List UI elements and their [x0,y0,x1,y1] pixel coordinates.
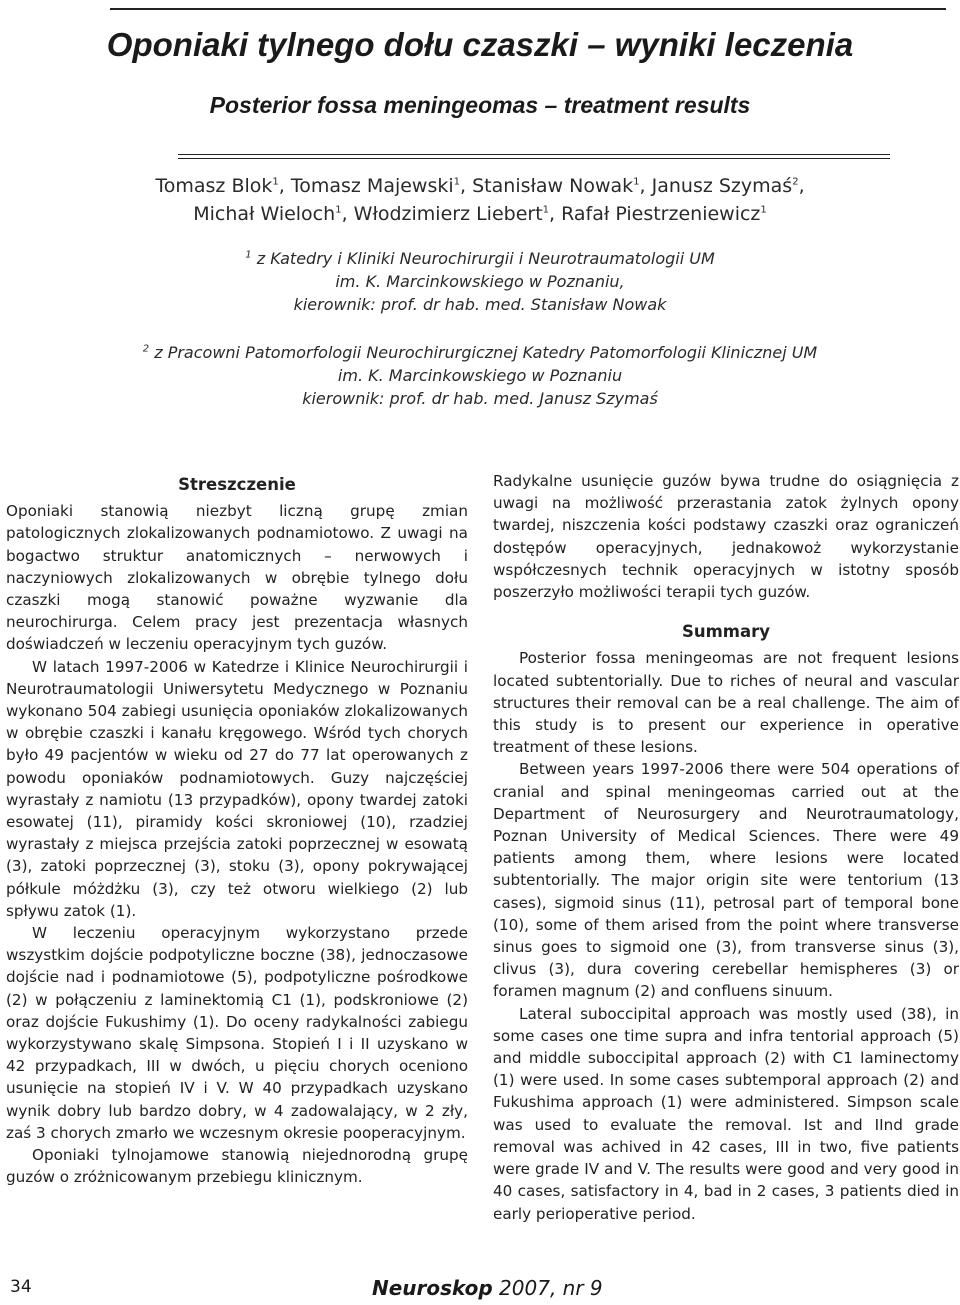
author-name: Tomasz Blok [155,175,273,197]
header-rule-lower [178,158,890,159]
abstract-paragraph: W leczeniu operacyjnym wykorzystano przede wszystkim dojście podpotyliczne boczne (38), jednoczasowe dojście nad i podnamiotowe (5), podpotyliczne pośrodkowe (2) w połączeniu z laminektomią C1 (1), podskroniowe (2) oraz dojście Fukushimy (1). Do oceny radykalności zabiegu wykorzystywano skalę Simpsona. Stopień I i II uzyskano w 42 przypadkach, III w dwóch, u pięciu chorych oceniono usunięcie na stopień IV i V. W 40 przypadkach uzyskano wynik dobry lub bardzo dobry, w 4 zadowalający, w 2 zły, zaś 3 chorych zmarło we wczesnym okresie pooperacyjnym. [6,924,468,1142]
affiliation-line: kierownik: prof. dr hab. med. Stanisław Nowak [293,295,667,314]
author-name: Janusz Szymaś [651,175,793,197]
journal-issue: 2007, nr 9 [492,1276,603,1300]
summary-paragraph: Lateral suboccipital approach was mostly used (38), in some cases one time supra and infra tentorial approach (5) and middle suboccipital approach (2) with C1 laminectomy (1) were used. In some cases subtemporal approach (2) and Fukushima approach (1) were administered. Simpson scale was used to evaluate the removal. Ist and IInd grade removal was achived in 42 cases, III in two, five patients were grade IV and V. The results were good and very good in 40 cases, satisfactory in 4, bad in 2 cases, 3 patients died in early perioperative period. [493,1004,959,1223]
affiliation-2 [0,341,960,410]
article-title: Oponiaki tylnego dołu czaszki – wyniki leczenia [106,26,854,63]
summary-heading: Summary [681,622,771,642]
affiliation-mark: 1 [245,249,252,261]
author-separator: , [549,203,562,225]
author-name: Stanisław Nowak [472,175,634,197]
left-column [6,470,468,1189]
affiliation-line: kierownik: prof. dr hab. med. Janusz Szymaś [302,389,658,408]
author-name: Włodzimierz Liebert [353,203,543,225]
author-affiliation-mark: 1 [542,204,550,216]
abstract-paragraph: W latach 1997-2006 w Katedrze i Klinice Neurochirurgii i Neurotraumatologii Uniwersytetu Medycznego w Poznaniu wykonano 504 zabiegi usunięcia oponiaków zlokalizowanych w obrębie czaszki i kanału kręgowego. Wśród tych chorych było 49 pacjentów w wieku od 27 do 77 lat operowanych z powodu oponiaków podnamiotowych. Guzy najczęściej wyrastały z namiotu (13 przypadków), opony twardej zatoki esowatej (11), piramidy kości skroniowej (10), rzadziej wyrastały z miejsca przejścia zatoki poprzecznej w esowatą (3), zatoki poprzecznej (3), stoku (3), opony pokrywającej półkule móżdżku (3), czy też otworu wielkiego (2) lub spływu zatok (1). [6,657,468,920]
author-separator: , [798,175,805,197]
author-affiliation-mark: 2 [792,176,799,188]
author-separator: , [460,175,473,197]
affiliation-line: z Pracowni Patomorfologii Neurochirurgicznej Katedry Patomorfologii Klinicznej UM [154,343,818,362]
header-rule-upper [178,154,890,155]
abstract-paragraph: Oponiaki tylnojamowe stanowią niejednorodną grupę guzów o zróżnicowanym przebiegu klinicznym. [6,1146,468,1187]
affiliation-mark: 2 [142,343,150,355]
author-line-2 [0,200,960,228]
affiliation-line: im. K. Marcinkowskiego w Poznaniu, [335,272,625,291]
right-column [493,470,959,1225]
abstract-continuation: Radykalne usunięcie guzów bywa trudne do osiągnięcia z uwagi na możliwość przerastania zatok żylnych opony twardej, niszczenia kości podstawy czaszki oraz ograniczeń dostępów operacyjnych, jednakowoż wykorzystanie współczesnych technik operacyjnych w istotny sposób poszerzyło możliwości terapii tych guzów. [493,472,959,602]
author-name: Tomasz Majewski [290,175,454,197]
author-separator: , [639,175,652,197]
affiliation-1 [0,247,960,316]
journal-footer [372,1276,603,1300]
affiliation-line: z Katedry i Kliniki Neurochirurgii i Neurotraumatologii UM [256,249,715,268]
author-affiliation-mark: 1 [335,204,342,216]
author-separator: , [341,203,354,225]
author-affiliation-mark: 1 [453,176,461,188]
author-list [0,172,960,228]
author-separator: , [278,175,291,197]
article-subtitle: Posterior fossa meningeomas – treatment results [209,92,751,118]
summary-paragraph: Posterior fossa meningeomas are not frequent lesions located subtentorially. Due to riches of neural and vascular structures their removal can be a real challenge. The aim of this study is to present our experience in operative treatment of these lesions. [493,649,959,757]
summary-paragraph: Between years 1997-2006 there were 504 operations of cranial and spinal meningeomas carried out at the Department of Neurosurgery and Neurotraumatology, Poznan University of Medical Sciences. There were 49 patients among them, where lesions were located subtentorially. The major origin site were tentorium (13 cases), sigmoid sinus (11), petrosal part of temporal bone (10), some of them arised from the point where transverse sinus goes to sigmoid one (3), from transverse sinus (3), clivus (3), dura covering cerebellar hemispheres (3) or foramen magnum (2) and confluens sinuum. [493,760,959,1001]
page-number: 34 [10,1277,32,1297]
journal-name: Neuroskop [372,1276,493,1300]
author-line-1 [0,172,960,200]
author-affiliation-mark: 1 [760,204,767,216]
streszczenie-heading: Streszczenie [178,475,296,494]
author-affiliation-mark: 1 [633,176,640,188]
top-rule [110,8,946,10]
abstract-paragraph: Oponiaki stanowią niezbyt liczną grupę zmian patologicznych zlokalizowanych podnamiotowo. Z uwagi na bogactwo struktur anatomicznych – nerwowych i naczyniowych zlokalizowanych w obrębie tylnego dołu czaszki mogą stanowić poważne wyzwanie dla neurochirurga. Celem pracy jest prezentacja własnych doświadczeń w leczeniu operacyjnym tych guzów. [6,502,468,654]
author-name: Rafał Piestrzeniewicz [561,203,761,225]
affiliation-line: im. K. Marcinkowskiego w Poznaniu [337,366,623,385]
author-affiliation-mark: 1 [272,176,279,188]
author-name: Michał Wieloch [193,203,336,225]
